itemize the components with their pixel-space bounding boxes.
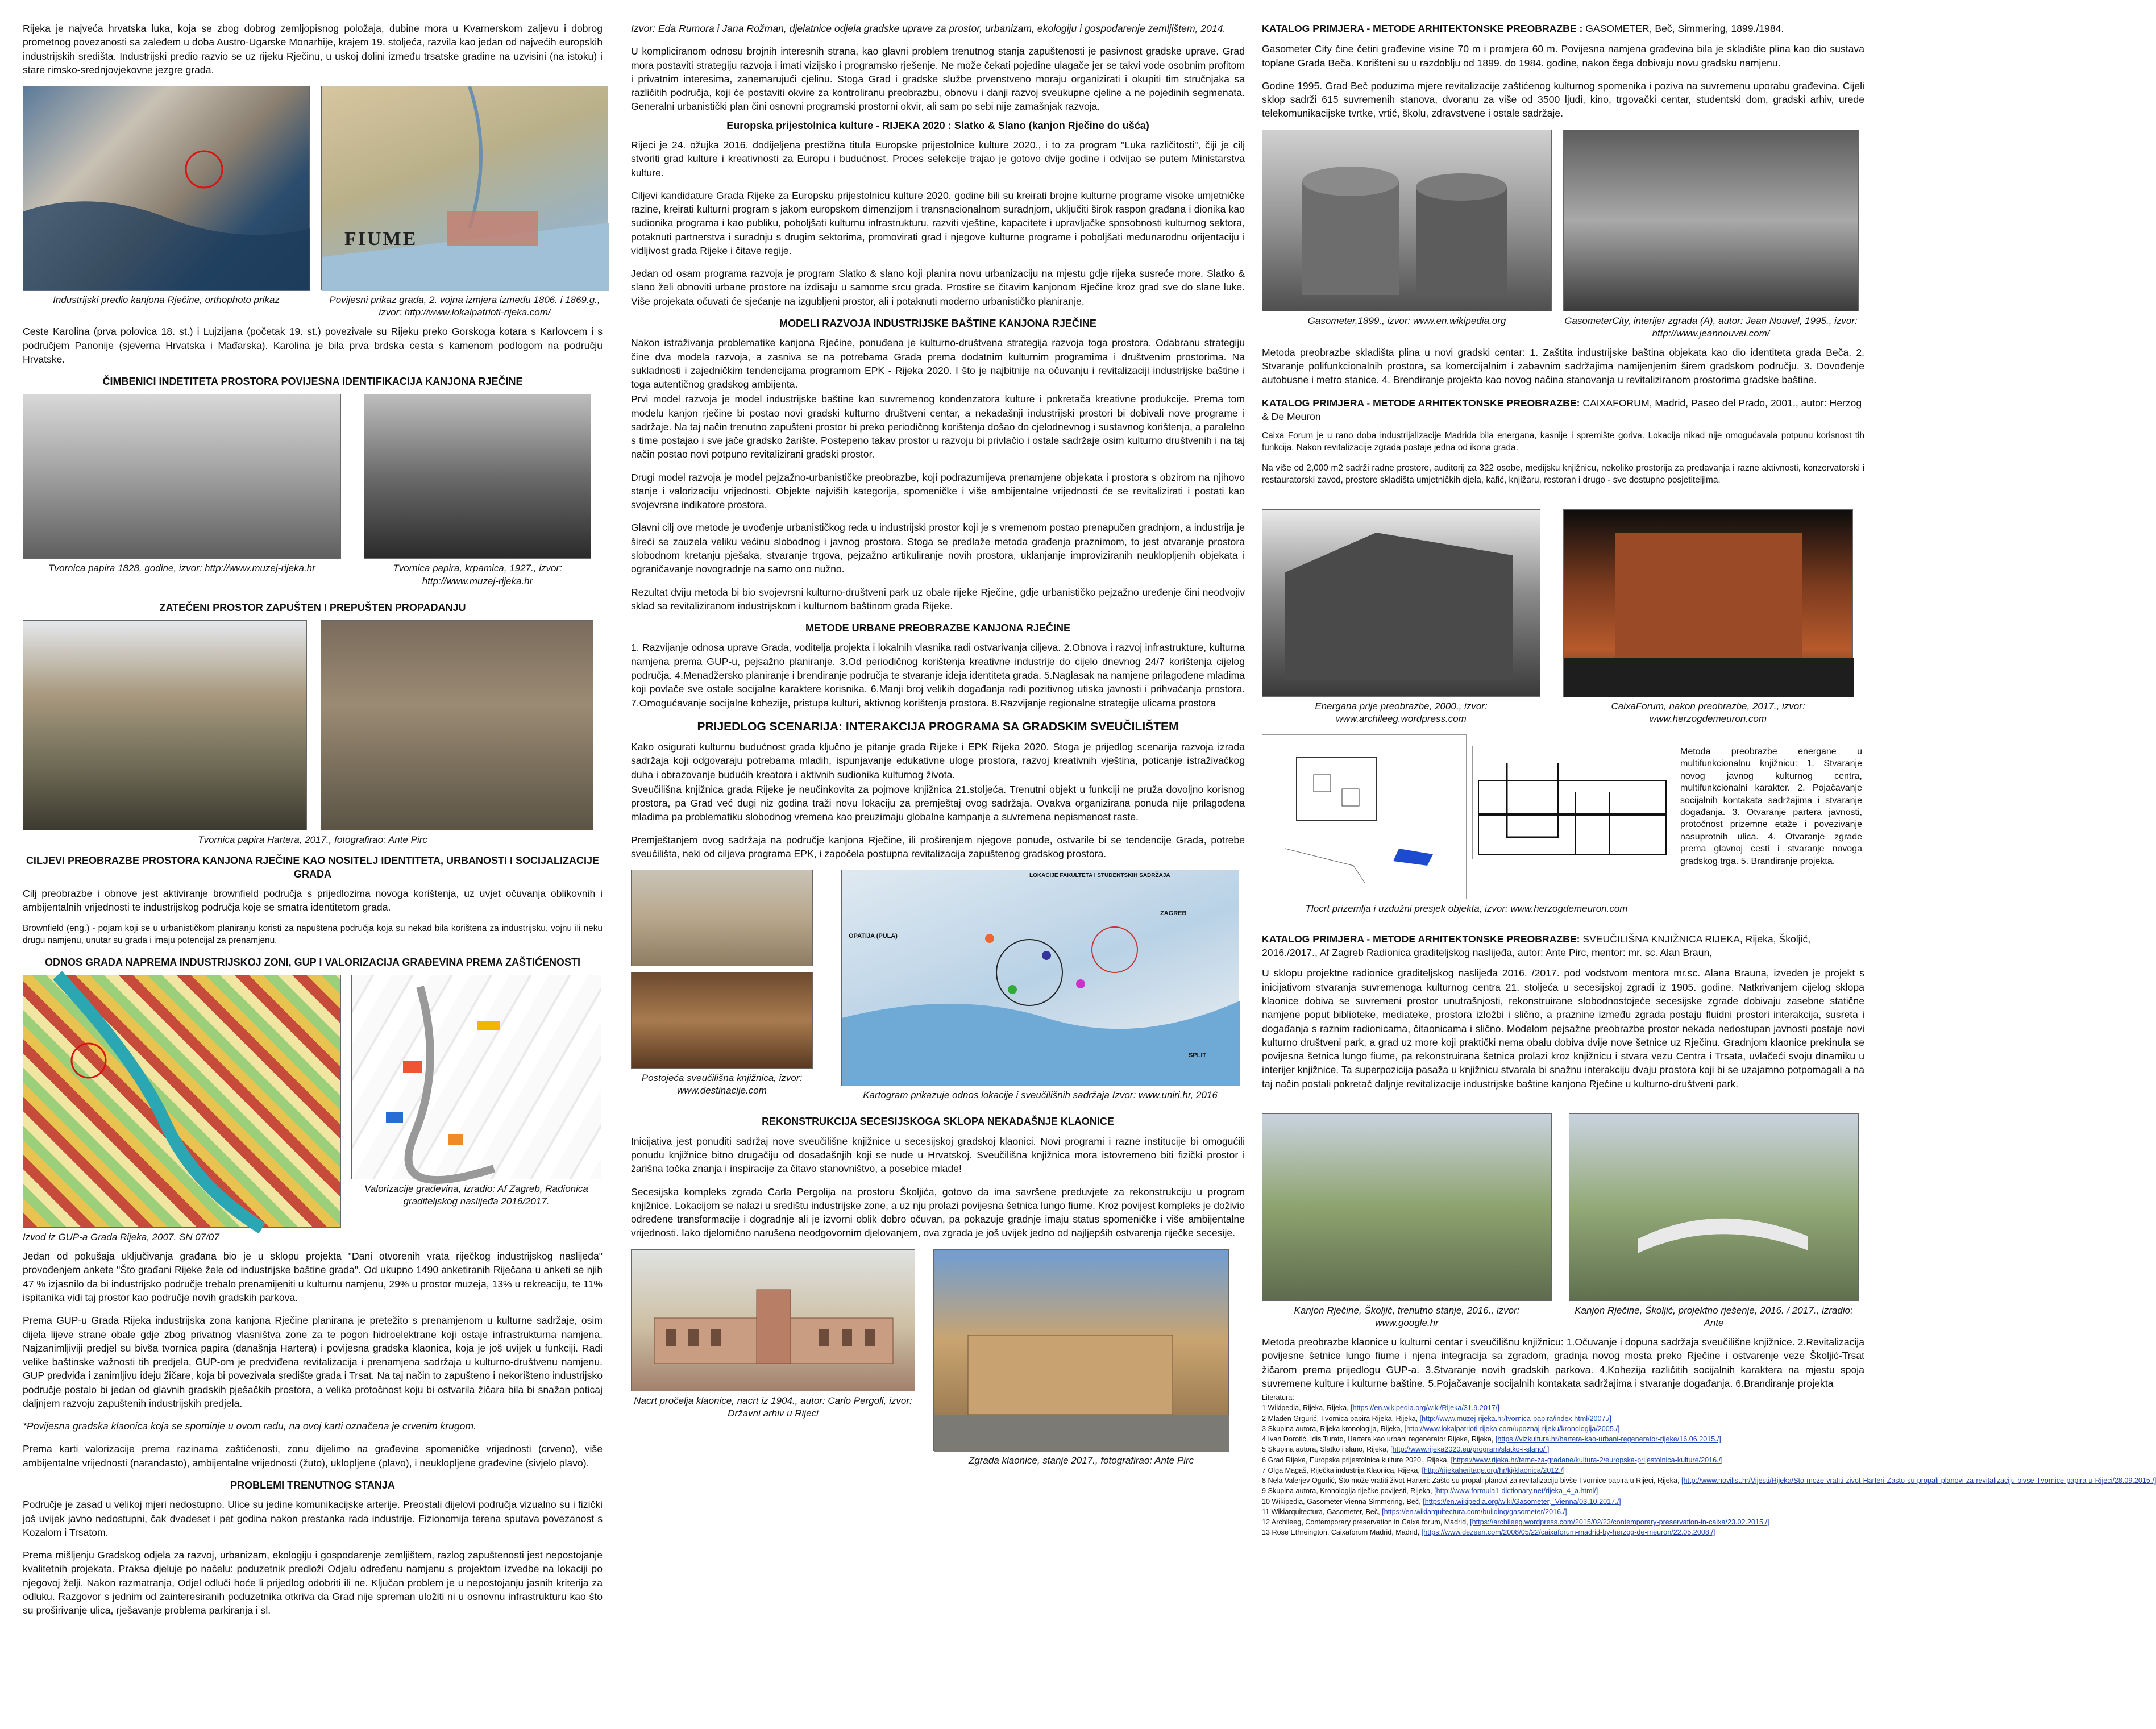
caption-klaonica: Zgrada klaonice, stanje 2017., fotografirao: Ante Pirc xyxy=(968,1454,1194,1466)
gasometer-paragraph-2: Godine 1995. Grad Beč poduzima mjere revitalizacije zaštićenog kulturnog spomenika i poziva na suvremenu uporabu građevina. Cijeli sklop sadrži 615 suvremenih stanova, dvoranu za više od 3500 ljudi, kino, trgovački centar, studentski dom, gradski arhiv, urede telekomunikacijske tvrtke, vrtić, školu, zdravstvene i ostale sadržaje. xyxy=(1262,80,1864,119)
catalog-3-label: KATALOG PRIMJERA - METODE ARHITEKTONSKE PREOBRAZBE: xyxy=(1262,933,1580,945)
figure-row-hartera xyxy=(23,620,603,830)
figure-aerial xyxy=(23,86,310,325)
references-body xyxy=(1262,1403,2156,1537)
figure-cartogram xyxy=(841,870,1239,1107)
heading-prijedlog: PRIJEDLOG SCENARIJA: INTERAKCIJA PROGRAMA SA GRADSKIM SVEUČILIŠTEM xyxy=(697,720,1179,733)
modeli-paragraph-4: Glavni cilj ove metode je uvođenje urbanističkog reda u industrijski prostor koji je s vremenom postao prenapučen gradnjom, a industrija je šireći se zauzela veliku većinu slobodnog i javnog prostora. Stoga se predlaže metoda građenja praznimom, to jest otvaranje prostora slobodnom kretanju pješaka, stvaranje trgova, pejzažno artikuliranje novih prostora, uklanjanje improviziranih neuklopljenih objekata i ograničavanje novogradnje na samo ono nužno. xyxy=(631,522,1245,575)
reference-item xyxy=(1262,1414,1864,1424)
aerial-svg xyxy=(23,86,310,291)
figure-row-klaonica xyxy=(631,1249,1245,1473)
catalog-1-label: KATALOG PRIMJERA - METODE ARHITEKTONSKE PREOBRAZBE : xyxy=(1262,23,1583,34)
prijedlog-paragraph-2: Sveučilišna knjižnica grada Rijeke je neučinkovita za pojmove knjižnica 21.stoljeća. Trenutni objekt u funkciji ne pruža dovoljno korisnog prostora, pa Grad već dugi niz godina traži novu lokaciju za premještaj ovog sadržaja. Ovakva organizirana ponuda nije prilagođena mladima pa problematiku slobodnog vremena kao preuzimaju globalne kampanje a suvremena nepismenost raste. xyxy=(631,783,1245,823)
final-method: Metoda preobrazbe klaonice u kulturni centar i sveučilišnu knjižnicu: 1.Očuvanje i dopuna sadržaja sveučilišne knjižnice. 2.Revitalizacija povijesne šetnice lungo fiume i njena integracija sa zgradom, gradnja novog mosta preko Rječine i ostvarenje veze Školjić-Trsat žičarom prema prijedlogu GUP-a. 3.Stvaranje novih gradskih parkova. 4.Kohezija različitih socijalnih karaktera na mjestu spoja suvremene kulture i kulturne baštine. 5.Pojačavanje socijalnih kontakata sadržajima i stvaranje događanja. 6.Brandiranje projekta xyxy=(1262,1336,1864,1389)
modeli-paragraph-5: Rezultat dviju metoda bi bio svojevrsni kulturno-društveni park uz obale rijeke Rječine, gdje urbanističko pejzažno uređenje čini neodvojiv sklad sa revitaliziranom industrijskom i kulturnom baštinom grada Rijeke. xyxy=(631,586,1245,612)
caption-kanjon-project: Kanjon Rječine, Školjić, projektno rješenje, 2016. / 2017., izradio: Ante xyxy=(1575,1304,1853,1328)
modeli-paragraph-1: Nakon istraživanja problematike kanjona Rječine, ponuđena je kulturno-društvena strategija razvoja toga prostora. Odabranu strategiju čine dva modela razvoja, a zasniva se na potrebama Grada prema dodatnim kulturnim programima i društvenim prostorima. Na sukladnosti i zajedničkim tendencijama programom EPK - Rijeka 2020. I što je najbitnije na očuvanju i revitalizaciji industrijske baštine i toga autentičnog gradskog ambijenta. xyxy=(631,337,1245,390)
caption-tp1927: Tvornica papira, krpamica, 1927., izvor: http://www.muzej-rijeka.hr xyxy=(393,563,562,587)
metode-paragraph: 1. Razvijanje odnosa uprave Grada, voditelja projekta i lokalnih vlasnika radi ostvarivanja ciljeva. 2.Obnova i razvoj infrastrukture, kulturna namjena prema GUP-u, pejsažno planiranje. 3.Od periodičnog korištenja kreativne industrije do cijelo dnevnog 24/7 korištenja cijelog područja. 4.Menadžersko planiranje i brendiranje područja te stvaranje ideja identiteta grada. 5.Naglasak na namjene prilagođene mladima koji povlače sve ostale socijalne karaktere korisnika. 6.Manji broj velikih događanja radi pozitivnog utiska javnosti i prihvaćanja prostora. 7.Omogućavanje socijalne kohezije, pristupa kulturi, aktivnog korištenja prostora. 8.Razvijanje regionalne strategije ulicama prostora xyxy=(631,642,1245,709)
caixaforum-svg xyxy=(1564,510,1854,697)
reference-item xyxy=(1262,1476,2156,1486)
reference-text: 13 Rose Ethreington, Caixaforum Madrid, Madrid, xyxy=(1262,1528,1422,1537)
problemi-paragraph-1: Područje je zasad u velikoj mjeri nedostupno. Ulice su jedine komunikacijske arterije. Preostali dijelovi područja vizualno su i fizički još uvijek javno nedostupni, čak dvadeset i pet godina nakon prestanka rada industrije. Fizionomija terena sputava povezanost s Kozalom i Trsatom. xyxy=(23,1499,603,1538)
cartogram-title: LOKACIJE FAKULTETA I STUDENTSKIH SADRŽAJA xyxy=(1029,872,1170,879)
rekonstrukcija-paragraph-2: Secesijska kompleks zgrada Carla Pergolija na prostoru Školjića, gotovo da ima savršene preduvjete za rekonstrukciju u program knjižnice. Lokacijom se nalazi u središtu industrijske zone, a uz nju prolazi povijesna šetnica lungo fiume. Kroz povijest kompleks je doživio određene transformacije i dogradnje ali je izvorni oblik dobro očuvan, pa pokazuje gradnje imaju status spomeničke i više ambijentalne vrijednosti. Iako djelomično narušena neodgovornim djelovanjem, ova zgrada je još uvijek jedno od najljepših ostvarenja riječke secesije. xyxy=(631,1186,1245,1239)
heading-modeli: MODELI RAZVOJA INDUSTRIJSKE BAŠTINE KANJONA RJEČINE xyxy=(779,317,1096,329)
kanjon-project-render xyxy=(1569,1113,1859,1301)
cartogram-label-zagreb: ZAGREB xyxy=(1160,910,1187,917)
reference-text: 8 Nela Valerjev Ogurlić, Što može vratiti život Harteri: Zašto su propali planovi za revitalizaciju bivše Tvornice papira u Rijeci, Rijeka, xyxy=(1262,1477,1681,1485)
figure-tp1927 xyxy=(364,394,591,593)
figure-nacrt xyxy=(631,1249,915,1473)
caption-gup: Izvod iz GUP-a Grada Rijeka, 2007. SN 07/07 xyxy=(23,1232,219,1243)
catalog-heading-gasometer xyxy=(1262,22,1864,35)
reference-text: 5 Skupina autora, Slatko i slano, Rijeka, xyxy=(1262,1445,1391,1454)
caption-caixaforum: CaixaForum, nakon preobrazbe, 2017., izvor: www.herzogdemeuron.com xyxy=(1611,700,1805,724)
gasometer-interior-photo xyxy=(1563,130,1859,311)
reference-link[interactable]: [http://www.rijeka2020.eu/program/slatko-i-slano/ ] xyxy=(1390,1445,1550,1454)
gasometer-svg xyxy=(1262,130,1552,312)
anketa-paragraph: Jedan od pokušaja uključivanja građana bio je u sklopu projekta "Dani otvorenih vrata riječkog industrijskog naslijeđa" provođenjem ankete "Što građani Rijeke žele od industrijske baštine grada". Od ukupno 1490 anketiranih Riječana u anketi se njih 47 % izjasnilo da bi industrijsko područje trebalo prenamijeniti u kulturnu namjenu, 29% u prostor muzeja, 13% u rekreaciju, te 11% ispitanika vidi taj prostor kao područje novih gradskih parkova. xyxy=(23,1250,603,1303)
reference-item xyxy=(1262,1507,1864,1517)
figure-caixaforum xyxy=(1563,509,1853,731)
figure-valorizacija xyxy=(351,975,601,1249)
reference-text: 7 Olga Magaš, Riječka industrija Klaonica, Rijeka, xyxy=(1262,1466,1422,1474)
heading-epk: Europska prijestolnica kulture - RIJEKA 2020 : Slatko & Slano (kanjon Rječine do ušća) xyxy=(726,119,1149,131)
caixa-method: Metoda preobrazbe energane u multifunkcionalnu knjižnicu: 1. Stvaranje novog javnog kulturnog centra, multifunkcionalni karakter. 2. Pojačavanje socijalnih kontakata sadržajima i stvaranje događanja. 3. Otvaranje partera javnosti, protočnost prizemne etaže i povezivanje nasuprotnih ulica. 4. Otvaranje zgrade prema glavnoj cesti i stvaranje novoga gradskog trga. 5. Brandiranje projekta. xyxy=(1680,746,1862,866)
klaonica-drawing-svg xyxy=(632,1250,916,1392)
reference-text: 10 Wikipedia, Gasometer Vienna Simmering, Beč, xyxy=(1262,1497,1423,1506)
reference-text: 1 Wikipedia, Rijeka, Rijeka, xyxy=(1262,1404,1351,1412)
cartogram-label-opatija: OPATIJA (PULA) xyxy=(849,933,898,940)
reference-item xyxy=(1262,1527,1864,1537)
caption-historic-map: Povijesni prikaz grada, 2. vojna izmjera između 1806. i 1869.g., izvor: http://www.lokalpatrioti-rijeka.com/ xyxy=(329,294,600,318)
plan-section-pair xyxy=(1262,734,1671,899)
reference-item xyxy=(1262,1434,1864,1444)
catalog-heading-skoljic xyxy=(1262,932,1864,960)
reference-item xyxy=(1262,1517,1864,1527)
rekonstrukcija-paragraph-1: Inicijativa jest ponuditi sadržaj nove sveučilišne knjižnice u secesijskoj gradskoj klaonici. Novi programi i razne institucije bi omogućili ponudu knjižnice bitno drugačiju od dosadašnjih koji se nude u Hrvatskoj. Sveučilišna knjižnica mora istovremeno biti fizički prostor i žarišna točka znanja i inspiracije za čitavo stanovništvo, a posebice mlade! xyxy=(631,1135,1245,1175)
heading-problemi: PROBLEMI TRENUTNOG STANJA xyxy=(230,1479,395,1491)
heading-zateceni: ZATEČENI PROSTOR ZAPUŠTEN I PREPUŠTEN PROPADANJU xyxy=(159,601,466,613)
heading-ciljevi: CILJEVI PREOBRAZBE PROSTORA KANJONA RJEČINE KAO NOSITELJ IDENTITETA, URBANOSTI I SOCIJALIZACIJE GRADA xyxy=(26,855,600,880)
reference-link[interactable]: [https://en.wikiarquitectura.com/building/gasometer/2016./] xyxy=(1382,1507,1567,1516)
heading-odnos: ODNOS GRADA NAPREMA INDUSTRIJSKOJ ZONI, GUP I VALORIZACIJA GRAĐEVINA PREMA ZAŠTIĆENOSTI xyxy=(44,956,581,968)
klaonica-drawing xyxy=(631,1249,915,1391)
reference-item xyxy=(1262,1424,1864,1434)
reference-link[interactable]: [https://www.dezeen.com/2008/05/22/caixaforum-madrid-by-herzog-de-meuron/22.05.2008./] xyxy=(1421,1528,1715,1537)
modeli-paragraph-2: Prvi model razvoja je model industrijske baštine kao suvremenog kondenzatora kulture i pokretača kreativne produkcije. Prema tom modelu kanjon rječine bi postao novi gradski kulturno društveni centar, a nekadašnji industrijski prostori bi dobivali nove programe i sadržaje. Na taj način trenutno zapušteni prostor bi preko periodičnog korištenja došao do cjelodnevnog i sustavnog korištenja, a paralelno s time postajao i sve jače gradsko žarište. Postepeno takav prostor u razvoju bi privlačio i ostale sadržaje osim kulturno društvenih i na taj način postao novi potpuno revitalizirani gradski prostor. xyxy=(631,393,1245,460)
figure-kanjon-project xyxy=(1569,1113,1859,1335)
marker-circle xyxy=(186,151,222,188)
pasivnost-paragraph: U kompliciranom odnosu brojnih interesnih strana, kao glavni problem trenutnog stanja zapuštenosti je pasivnost gradske uprave. Grad mora postaviti strategiju razvoja i imati vizijsko i programsko rješenje. Ne može čekati pojedine ulagače jer se takvi vode osobnim profitom i privatnim interesima, zanemarujući cjelinu. Stoga Grad i gradske službe prvenstveno moraju organizirati i okupiti tim stručnjaka sa različitih područja, koji će postaviti okvire za kontroliranu preobrazbu, obnovu i danji razvoj sveukupne cjeline a ne pojedinih segmenata. Generalni urbanistički plan čini osnovni programski prostorni okvir, ali sam po sebi nije zamašnjak razvoja. xyxy=(631,45,1245,113)
reference-item xyxy=(1262,1403,1864,1413)
reference-link[interactable]: [http://www.muzej-rijeka.hr/tvornica-papira/index.html/2007./] xyxy=(1419,1414,1612,1423)
intro-paragraph: Rijeka je najveća hrvatska luka, koja se zbog dobrog zemljopisnog položaja, dubine mora u Kvarnerskom zaljevu i dobrog prometnog povezanosti sa zaleđem u doba Austro-Ugarske Monarhije, krajem 19. stoljeća, razvila kao jedan od najvećih europskih industrijskih središta. Industrijski predio razvio se uz rijeku Rječinu, u uskoj dolini između trsatske gradine na uzvisini (na istoku) i stare rimsko-srednjovjekovne jezgre grada. xyxy=(23,23,603,76)
hartera-photo-right xyxy=(321,620,593,830)
figure-tp1828 xyxy=(23,394,341,593)
reference-link[interactable]: [https://en.wikipedia.org/wiki/Gasometer,_Vienna/03.10.2017./] xyxy=(1423,1497,1621,1506)
caption-hartera: Tvornica papira Hartera, 2017., fotografirao: Ante Pirc xyxy=(198,834,427,846)
valorizacija-svg xyxy=(352,975,602,1180)
caption-aerial: Industrijski predio kanjona Rječine, orthophoto prikaz xyxy=(53,294,280,306)
caption-energana: Energana prije preobrazbe, 2000., izvor: www.archileeg.wordpress.com xyxy=(1315,700,1488,724)
cartogram-svg xyxy=(842,870,1240,1086)
skoljic-paragraph: U sklopu projektne radionice graditeljskog naslijeđa 2016. /2017. pod vodstvom mentora mr.sc. Alana Brauna, izveden je projekt s inicijativom stvaranja suvremenoga kulturnog centra 21. stoljeća u secesijskoj zgradi iz 1905. godine. Natkrivanjem cijelog sklopa klaonice dobiva se suvremeni prostor unutrašnjosti, rekonstruirane slobodnostojeće secesijske zgrade dobivaju zasebne statične namjene poput biblioteke, mediateke, prostora izložbi i slično, a praznine između zgrada postaju fluidni prostori interakcija, susreta i događanja s raznim radionicama, čitaonicama i slično. Modelom pejsažne preobrazbe prostor nekada nedostupan javnosti postaje novi kulturno društveni park, a grad uz more koji praktički nema obalu dobiva dvije nove šetnice uz Rječinu. Gradnjom klaonice prekinula se povijesna šetnica lungo fiume, pa rekonstruirana šetnica prolazi kroz knjižnicu i stvara vezu Centra i Trsata, uvlačeći svoju dinamiku u interijer knjižnice. Ta superpozicija pasaža u knjižnicu stvarala bi snažnu interakciju dvaju prostora koji bi se uzajamno potpomagali a na taj način postali pokretač daljnje revitalizacije industrijske baštine kanjona Rječine u kulturno-društveni park. xyxy=(1262,967,1864,1090)
figure-row-kanjon xyxy=(1262,1113,1864,1335)
historic-map-image xyxy=(321,86,608,290)
reference-text: 3 Skupina autora, Rijeka kronologija, Rijeka, xyxy=(1262,1424,1405,1433)
references-heading: Literatura: xyxy=(1262,1394,1294,1402)
reference-item xyxy=(1262,1486,1864,1496)
reference-link[interactable]: [https://www.rijeka.hr/teme-za-gradane/kultura-2/europska-prijestolnica-kulture/2016./] xyxy=(1451,1456,1723,1464)
figure-row-plan xyxy=(1262,734,1864,921)
reference-link[interactable]: [http://www.lokalpatrioti-rijeka.com/upoznaj-rijeku/kronologija/2005./] xyxy=(1404,1424,1620,1433)
heading-rekonstrukcija: REKONSTRUKCIJA SECESIJSKOGA SKLOPA NEKADAŠNJE KLAONICE xyxy=(762,1116,1114,1128)
prijedlog-paragraph-3: Premještanjem ovog sadržaja na područje kanjona Rječine, ili proširenjem njegove ponude, ostvarile bi se tendencije Grada, potrebe sveučilišta, neki od ciljeva programa EPK, i započela postupna revitalizacija zapuštenog gradskog prostora. xyxy=(631,834,1245,859)
figure-row-library xyxy=(631,870,1245,1107)
figure-library xyxy=(631,870,813,1107)
caption-plan: Tlocrt prizemlja i uzdužni presjek objekta, izvor: www.herzogdemeuron.com xyxy=(1305,903,1628,914)
reference-item xyxy=(1262,1455,1864,1465)
caption-kanjon-current: Kanjon Rječine, Školjić, trenutno stanje, 2016., izvor: www.google.hr xyxy=(1294,1304,1520,1328)
section-svg xyxy=(1473,746,1672,860)
figure-row-gasometer xyxy=(1262,130,1864,346)
reference-link[interactable]: [http://www.novilist.hr/Vijesti/Rijeka/Sto-moze-vratiti-zivot-Harteri-Zasto-su-propali-planovi-za-revitalizaciju-bivse-Tvornice-papira-u-Rijeci/28.09.2015./] xyxy=(1681,1477,2156,1485)
section-drawing xyxy=(1472,746,1671,859)
caixa-paragraph-1: Caixa Forum je u rano doba industrijalizacije Madrida bila energana, kasnije i spremište goriva. Lokacija nikad nije omogućavala potpunu korisnost tih funkcija. Nakon revitalizacije zgrada postaje jedna od ikona grada. xyxy=(1262,431,1864,452)
povijesna-note: *Povijesna gradska klaonica koja se spominje u ovom radu, na ovoj karti označena je crvenim krugom. xyxy=(23,1420,476,1432)
reference-text: 12 Archileeg, Contemporary preservation in Caixa forum, Madrid, xyxy=(1262,1518,1470,1527)
cartogram-label-split: SPLIT xyxy=(1189,1052,1207,1059)
gup-paragraph: Prema GUP-u Grada Rijeka industrijska zona kanjona Rječine planirana je pretežito s prenamjenom u kulturne sadržaje, osim dijela lijeve strane obale gdje zbog privatnog vlasništva zone za te pogon hidroelektrane koji ostaje infrastrukturna namjena. Najzanimljiviji predjel su bivša tvornica papira (današnja Hartera) i povijesna gradska klaonica, koja je još uvijek u funkciji. Radi velike baštinske važnosti tih predjela, GUP-om je predviđena revitalizacija i prenamjena sadržaja u kulturno-društvenu namjenu. GUP predviđa i zanimljivu ideju žičare, koja bi povezivala središte grada i Trsat. Na taj način to zapušteno i nekorišteno industrijsko područje postalo bi jedan od glavnih gradskih pješačkih prostora, a velika protočnost koju bi ostvarila žičara bila bi snažan poticaj daljnjem razvoju zapuštenih industrijskih predjela. xyxy=(23,1315,603,1409)
figure-row-paper-mill xyxy=(23,394,603,593)
historic-map-svg xyxy=(322,86,609,291)
figure-kanjon-current xyxy=(1262,1113,1552,1335)
valorizacija-map-image xyxy=(351,975,601,1179)
figure-energana xyxy=(1262,509,1540,731)
map-label-fiume: FIUME xyxy=(344,228,418,250)
epk-paragraph-2: Ciljevi kandidature Grada Rijeke za Europsku prijestolnicu kulture 2020. godine bili su kreirati brojne kulturne programe visoke umjetničke razine, kreirati kulturni program s jakom europskom dimenzijom i transnacionalnom suradnjom, uključiti širok raspon građana i dionika kao sudionika programa i kao publiku, poboljšati kulturnu infrastrukturu, razviti vještine, kapacitete i upravljačke sposobnosti kulturnog sektora, potaknuti partnerstva i suradnju s drugim sektorima, promovirati grad i njegove kulturne programe i poboljšati međunarodnu orijentaciju i vidljivost grada Rijeke i čitave regije. xyxy=(631,189,1245,256)
heading-metode: METODE URBANE PREOBRAZBE KANJONA RJEČINE xyxy=(805,622,1071,634)
figure-row-gup xyxy=(23,975,603,1249)
gasometer-photo xyxy=(1262,130,1552,311)
caption-valorizacija: Valorizacije građevina, izradio: Af Zagreb, Radionica graditeljskog naslijeđa 2016/2017. xyxy=(364,1183,588,1207)
reference-link[interactable]: [http://rijekaheritage.org/hr/kj/klaonica/2012./] xyxy=(1422,1466,1565,1474)
reference-item xyxy=(1262,1497,1864,1507)
aerial-photo xyxy=(23,86,310,290)
reference-text: 4 Ivan Dorotić, Idis Turato, Hartera kao urbani regenerator Rijeke, Rijeka, xyxy=(1262,1435,1496,1444)
kanjon-current-photo xyxy=(1262,1113,1552,1301)
catalog-2-label: KATALOG PRIMJERA - METODE ARHITEKTONSKE PREOBRAZBE: xyxy=(1262,397,1580,409)
brownfield-note: Brownfield (eng.) - pojam koji se u urbanističkom planiranju koristi za napuštena područja koja su nekad bila korištena za industrijsku, vojnu ili neku drugu namjenu, unutar su grada i imaju potencijal za prenamjenu. xyxy=(23,924,603,946)
references-list xyxy=(1262,1393,2156,1538)
caption-cartogram: Kartogram prikazuje odnos lokacije i sveučilišnih sadržaja Izvor: www.uniri.hr, 2016 xyxy=(863,1090,1218,1101)
floor-plan-drawing xyxy=(1262,734,1467,899)
figure-row-aerial-map xyxy=(23,86,603,325)
reference-text: 6 Grad Rijeka, Europska prijestolnica kulture 2020., Rijeka, xyxy=(1262,1456,1451,1464)
figure-plan xyxy=(1262,734,1671,921)
reference-text: 2 Mladen Grgurić, Tvornica papira Rijeka, Rijeka, xyxy=(1262,1414,1420,1423)
klaonica-photo xyxy=(933,1249,1229,1451)
caption-gasometer: Gasometer,1899., izvor: www.en.wikipedia.org xyxy=(1307,315,1506,326)
prijedlog-paragraph-1: Kako osigurati kulturnu budućnost grada ključno je pitanje grada Rijeke i EPK Rijeka 2020. Stoga je prijedlog scenarija razvoja izrada sadržaja koji odgovaraju potrebama mladih, ispunjavanje edukativne uloge prostora, razvoj kreativnih vještina, poticanje istraživačkog duha i obrazovanje budućih kreatora i aktivnih sudionika kulturnog života. xyxy=(631,741,1245,780)
paper-mill-1927-photo xyxy=(364,394,591,559)
izvor-note: Izvor: Eda Rumora i Jana Rožman, djelatnice odjela gradske uprave za prostor, urbanizam, ekologiju i gospodarenje zemljištem, 2014. xyxy=(631,23,1226,34)
reference-item xyxy=(1262,1444,1864,1454)
caption-tp1828: Tvornica papira 1828. godine, izvor: http://www.muzej-rijeka.hr xyxy=(48,563,315,574)
catalog-heading-caixa xyxy=(1262,396,1864,424)
paper-mill-1828-photo xyxy=(23,394,341,559)
cartogram-map-image xyxy=(841,870,1239,1086)
figure-gasometer xyxy=(1262,130,1552,346)
energana-photo xyxy=(1262,509,1540,697)
figure-klaonica xyxy=(933,1249,1229,1473)
column-left xyxy=(23,22,603,1626)
epk-paragraph-3: Jedan od osam programa razvoja je program Slatko & slano koji planira novu urbanizaciju na mjestu gdje rijeka susreće more. Slatko & slano želi obnoviti urbane prostore na izdisaju u samome srcu grada. Prostire se čitavim kanjonom Rječine kroz grad sve do slane luke. Više projekata očuvati će sjećanje na izgubljeni prostor, ali i potaknuti moderno urbanističko planiranje. xyxy=(631,268,1245,307)
reference-item xyxy=(1262,1465,1864,1476)
klaonica-photo-svg xyxy=(934,1250,1229,1452)
floor-plan-svg xyxy=(1262,735,1467,900)
library-exterior-photo xyxy=(631,870,813,966)
caption-library: Postojeća sveučilišna knjižnica, izvor: www.destinacije.com xyxy=(641,1073,803,1096)
caixa-paragraph-2: Na više od 2,000 m2 sadrži radne prostore, auditorij za 322 osobe, medijsku knjižnicu, nekoliko prostorija za predavanja i razne aktivnosti, konzervatorski i restauratorski zavod, prostore skladišta umjetničkih djela, kafić, knjižaru, restoran i drugo - sve dostupno posjetiteljima. xyxy=(1262,463,1864,485)
library-interior-photo xyxy=(631,972,813,1069)
hartera-photo-left xyxy=(23,620,307,830)
gup-map-image xyxy=(23,975,341,1228)
gup-svg xyxy=(23,975,342,1228)
ceste-paragraph: Ceste Karolina (prva polovica 18. st.) i Lujzijana (početak 19. st.) povezivale su Rijeku preko Gorskoga kotara s Karlovcem i s područjem Panonije (sjeverna Hrvatska i Mađarska). Karolina je bila prva brdska cesta s kamenom podlogom na području Hrvatske. xyxy=(23,326,603,365)
caption-nacrt: Nacrt pročelja klaonice, nacrt iz 1904., autor: Carlo Pergoli, izvor: Državni arhiv u Rijeci xyxy=(634,1395,912,1419)
caption-gasometer-interior: GasometerCity, interijer zgrada (A), autor: Jean Nouvel, 1995., izvor: http://www.jeannouvel.com/ xyxy=(1564,315,1858,339)
reference-text: 9 Skupina autora, Kronologija riječke povijesti, Rijeka, xyxy=(1262,1487,1435,1495)
gasometer-method: Metoda preobrazbe skladišta plina u novi gradski centar: 1. Zaštita industrijske baština objekata kao dio identiteta grada Beča. 2. Stvaranje polifunkcionalnih prostora, sa komercijalnim i zabavnim sadržajima namijenjenim širem gradskom području. 3. Dovođenje autobusne i metro stanice. 4. Brendiranje projekta kao novog načina stanovanja u revitaliziranom prostorima gradske baštine. xyxy=(1262,346,1864,386)
figure-gup xyxy=(23,975,341,1249)
gasometer-paragraph-1: Gasometer City čine četiri građevine visine 70 m i promjera 60 m. Povijesna namjena građevina bila je skladište plina kao dio sustava toplane Grada Beča. Korišteni su u razdoblju od 1899. do 1984. godine, nakon čega dobivaju novu gradsku namjenu. xyxy=(1262,43,1864,69)
cilj-paragraph: Cilj preobrazbe i obnove jest aktiviranje brownfield područja s prijedlozima novoga korištenja, uz uvjet očuvanja oblikovnih i ambijentalnih vrijednosti te industrijskog područja koje se smatra identitetom grada. xyxy=(23,887,603,913)
catalog-1-title: GASOMETER, Beč, Simmering, 1899./1984. xyxy=(1585,23,1784,34)
figure-row-caixa xyxy=(1262,509,1864,731)
reference-link[interactable]: [https://en.wikipedia.org/wiki/Rijeka/31.9.2017/] xyxy=(1351,1404,1499,1412)
figure-historic-map xyxy=(321,86,608,325)
modeli-paragraph-3: Drugi model razvoja je model pejzažno-urbanističke preobrazbe, koji podrazumijeva prenamjene objekata i prostora s obzirom na njihovo stanje i valorizaciju vrijednosti. Objekte najviših kategorija, spomeničke i više ambijentalne vrijednosti će se revitalizirati i postati kao svojevrsne indikatore prostora. xyxy=(631,471,1245,511)
reference-link[interactable]: [http://www.formula1-dictionary.net/rijeka_4_a.html/] xyxy=(1434,1487,1598,1495)
prema-karti-paragraph: Prema karti valorizacije prema razinama zaštićenosti, zonu dijelimo na građevine spomeničke vrijednosti (crveno), više ambijentalne vrijednosti (narandasto), ambijentalne vrijednosti (žuto), uklopljene (plavo), i neuklopljene građevine (sivjelo plavo). xyxy=(23,1443,603,1469)
energana-svg xyxy=(1262,510,1541,697)
reference-link[interactable]: [https://vizkultura.hr/hartera-kao-urbani-regenerator-rijeke/16.06.2015./] xyxy=(1495,1435,1721,1444)
catalog-2-title: CAIXAFORUM, Madrid, Paseo del Prado, 2001., autor: Herzog & De Meuron xyxy=(1262,397,1862,422)
column-middle xyxy=(631,22,1245,1473)
epk-paragraph-1: Rijeci je 24. ožujka 2016. dodijeljena prestižna titula Europske prijestolnice kulture 2020., i to za program "Luka različitosti", čiji je cilj stvoriti grad kulture i kreativnosti za Europu i budućnost. Proces selekcije trajao je gotovo dvije godine i odvijao se putem Ministarstva kulture. xyxy=(631,139,1245,178)
caixaforum-photo xyxy=(1563,509,1853,697)
reference-link[interactable]: [https://archileeg.wordpress.com/2015/02/23/contemporary-preservation-in-caixa/23.02.2015./] xyxy=(1470,1518,1769,1527)
catalog-3-title: SVEUČILIŠNA KNJIŽNICA RIJEKA, Rijeka, Školjić, 2016./2017., Af Zagreb Radionica graditeljskog naslijeđa, autor: Ante Pirc, mentor: mr. sc. Alan Braun, xyxy=(1262,933,1811,959)
reference-text: 11 Wikiarquitectura, Gasometer, Beč, xyxy=(1262,1507,1382,1516)
heading-cimbenici: ČIMBENICI INDETITETA PROSTORA POVIJESNA IDENTIFIKACIJA KANJONA RJEČINE xyxy=(102,376,523,388)
problemi-paragraph-2: Prema mišljenju Gradskog odjela za razvoj, urbanizam, ekologiju i gospodarenje zemljištem, razlog zapuštenosti jest nepostojanje kvalitetnih projekata. Praksa djeluje po načelu: poduzetnik predloži Odjelu određenu namjenu s projektom izvedbe na lokaciji po njegovoj želji. Nakon razmatranja, Odjel odluči hoće li prijedlog odobriti ili ne. Ključan problem je u nepostojanju jasnih kriterija za odluku. Razgovor s jednim od zainteresiranih poduzetnika otkriva da Grad nije spreman uložiti ni u osnovnu infrastrukturu kao što su proširivanje ulica, rješavanje problema parkiranja i sl. xyxy=(23,1549,603,1616)
figure-gasometer-interior xyxy=(1563,130,1859,346)
column-right xyxy=(1262,22,2156,1538)
kanjon-project-svg xyxy=(1569,1114,1859,1302)
